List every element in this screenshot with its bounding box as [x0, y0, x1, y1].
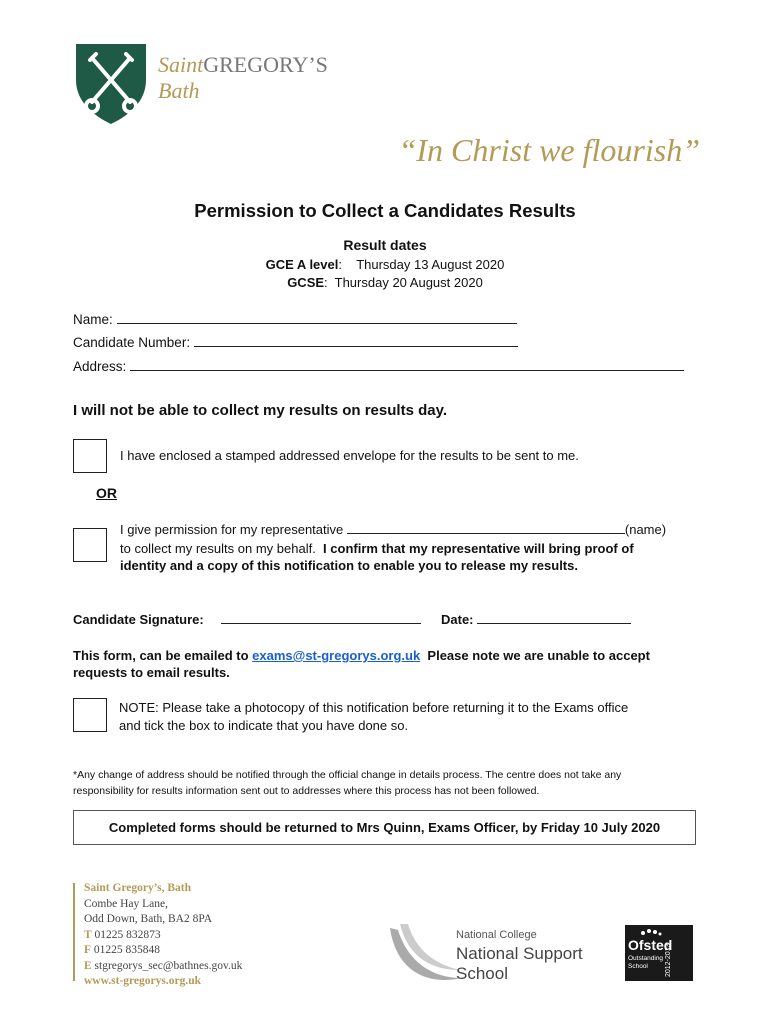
footer-email-label: E — [84, 959, 92, 972]
result-dates-heading: Result dates — [343, 237, 427, 253]
candidate-number-row — [73, 334, 518, 350]
footer-fax-label: F — [84, 944, 92, 956]
logo-name-saint: Saint — [158, 52, 204, 77]
address-change-note-line2: responsibility for results information sent out to addresses where this process has not been followed. — [73, 785, 540, 797]
signature-field[interactable] — [221, 611, 421, 624]
section-heading: I will not be able to collect my results on results day. — [73, 402, 447, 419]
ofsted-years: 2012-2013 — [665, 943, 672, 977]
motto: “In Christ we flourish” — [398, 132, 700, 168]
nc-large-text1: National Support — [456, 944, 583, 963]
logo-name-gregorys: GREGORY’S — [203, 52, 328, 77]
or-label: OR — [96, 485, 117, 501]
nc-small-text: National College — [456, 929, 537, 941]
representative-checkbox[interactable] — [73, 528, 107, 562]
nc-large-text2: School — [456, 964, 508, 983]
option2-prefix: I give permission for my representative — [120, 522, 344, 537]
return-notice-box — [73, 810, 696, 845]
candidate-number-field[interactable] — [194, 334, 518, 347]
ofsted-line1: Outstanding — [628, 955, 664, 962]
gcse-date: Thursday 20 August 2020 — [334, 275, 483, 290]
footer-tel-label: T — [84, 928, 92, 941]
ofsted-brand: Ofsted — [628, 937, 673, 953]
ofsted-line2: School — [628, 963, 648, 970]
email-note-line1 — [73, 647, 650, 665]
photocopy-note-line2: and tick the box to indicate that you have done so. — [119, 718, 409, 733]
crest-icon — [72, 40, 150, 126]
gcse-label: GCSE — [287, 275, 325, 290]
footer-addr1: Combe Hay Lane, — [84, 897, 168, 910]
option1-text: I have enclosed a stamped addressed envelope for the results to be sent to me. — [120, 448, 579, 463]
address-change-note-line1: *Any change of address should be notified through the official change in details process. The centre does not take any — [73, 769, 622, 781]
swoosh-icon — [386, 920, 466, 986]
footer-school-name: Saint Gregory’s, Bath — [84, 882, 192, 894]
star-icon — [639, 927, 663, 937]
address-label: Address: — [73, 359, 127, 374]
email-note-line2: requests to email results. — [73, 665, 230, 680]
footer-fax: 01225 835848 — [93, 944, 161, 956]
gcse-date-row: GCSE: Thursday 20 August 2020 — [287, 275, 483, 290]
representative-name-field[interactable] — [347, 521, 625, 534]
envelope-checkbox[interactable] — [73, 439, 107, 473]
option2-plain: to collect my results on my behalf. — [120, 541, 316, 556]
exams-email-link[interactable]: exams@st-gregorys.org.uk — [252, 648, 421, 663]
option2-line3: identity and a copy of this notification to enable you to release my results. — [120, 558, 578, 573]
option2-bold1: I confirm that my representative will bring proof of — [323, 541, 634, 556]
email-note-prefix: This form, can be emailed to — [73, 648, 249, 663]
footer-addr2: Odd Down, Bath, BA2 8PA — [84, 913, 213, 925]
footer-divider — [73, 883, 75, 981]
footer-tel: 01225 832873 — [94, 928, 161, 941]
signature-row — [73, 611, 631, 629]
national-college-logo — [386, 920, 596, 986]
name-label: Name: — [73, 312, 113, 327]
photocopy-note-line1: NOTE: Please take a photocopy of this notification before returning it to the Exams office — [119, 700, 629, 715]
school-logo — [72, 40, 342, 130]
name-field[interactable] — [117, 311, 517, 324]
candidate-number-label: Candidate Number: — [73, 335, 191, 350]
option2-suffix: (name) — [624, 522, 667, 537]
gce-label: GCE A level — [265, 257, 339, 272]
address-field[interactable] — [130, 358, 684, 371]
gce-date-row: GCE A level: Thursday 13 August 2020 — [265, 257, 505, 272]
footer-website[interactable]: www.st-gregorys.org.uk — [84, 975, 202, 987]
logo-location: Bath — [158, 78, 200, 103]
email-note-suffix: Please note we are unable to accept — [427, 648, 650, 663]
address-row — [73, 358, 684, 374]
return-notice-text: Completed forms should be returned to Mrs Quinn, Exams Officer, by Friday 10 July 2020 — [108, 820, 661, 835]
signature-label: Candidate Signature: — [73, 612, 204, 627]
gce-date: Thursday 13 August 2020 — [356, 257, 505, 272]
ofsted-logo — [625, 925, 693, 981]
date-label: Date: — [441, 612, 474, 627]
option2-line1 — [120, 521, 666, 539]
footer-email: stgregorys_sec@bathnes.gov.uk — [94, 959, 243, 972]
page-title: Permission to Collect a Candidates Results — [194, 200, 576, 221]
option2-line2 — [120, 540, 634, 558]
photocopy-checkbox[interactable] — [73, 698, 107, 732]
footer-address — [84, 881, 242, 990]
date-field[interactable] — [477, 611, 631, 624]
name-field-row — [73, 311, 517, 327]
